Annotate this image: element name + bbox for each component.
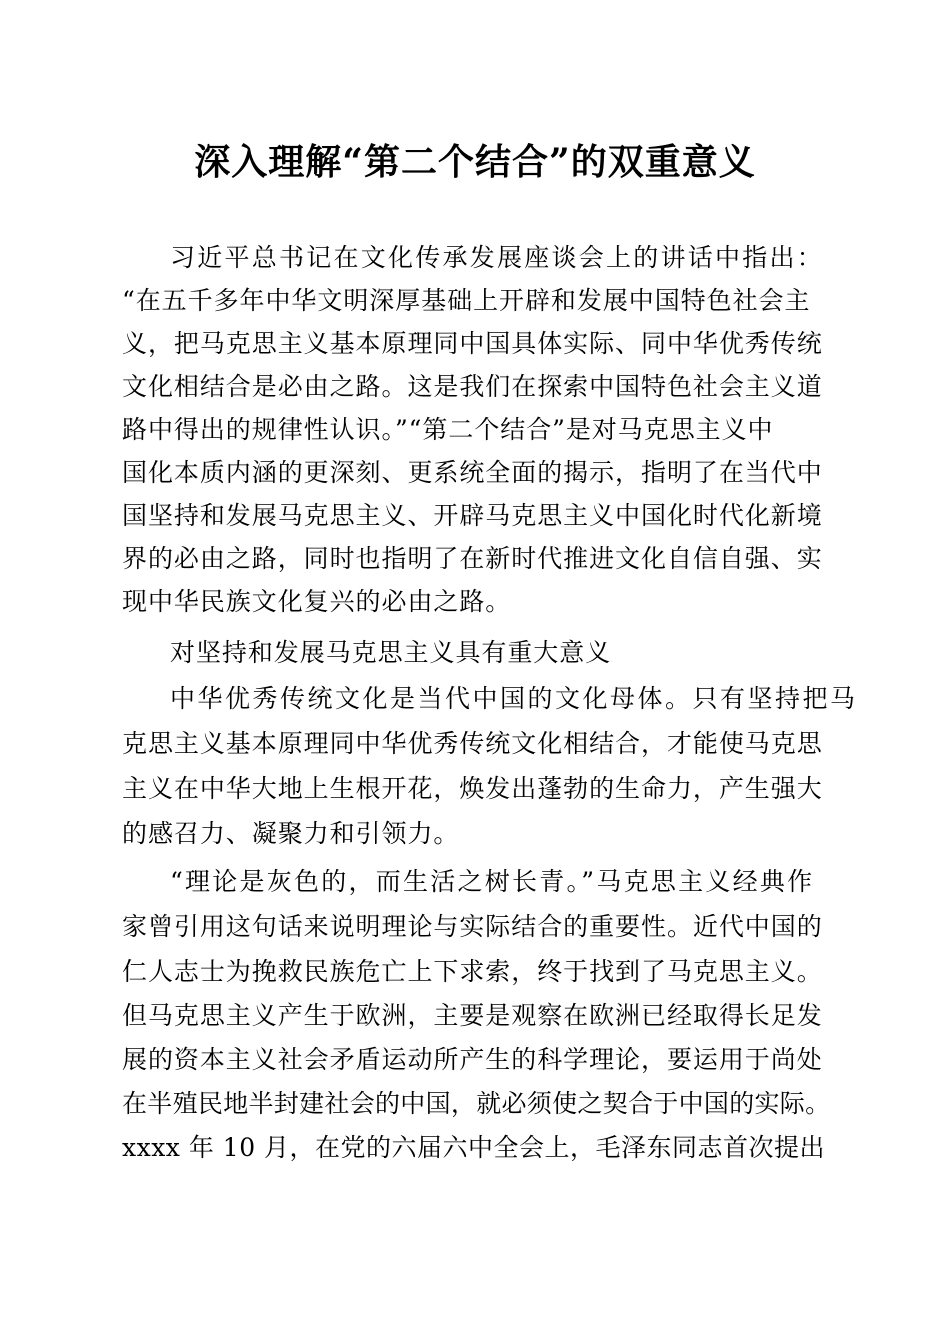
text-line: “在五千多年中华文明深厚基础上开辟和发展中国特色社会主 bbox=[122, 286, 811, 315]
text-line: 仁人志士为挽救民族危亡上下求索，终于找到了马克思主义。 bbox=[122, 957, 823, 986]
document-title: 深入理解“第二个结合”的双重意义 bbox=[194, 141, 756, 183]
text-line: 克思主义基本原理同中华优秀传统文化相结合，才能使马克思 bbox=[122, 729, 823, 758]
text-line: xxxx 年 10 月，在党的六届六中全会上，毛泽东同志首次提出 bbox=[122, 1133, 826, 1162]
text-line: 习近平总书记在文化传承发展座谈会上的讲话中指出： bbox=[170, 243, 825, 272]
text-line: 家曾引用这句话来说明理论与实际结合的重要性。近代中国的 bbox=[122, 912, 823, 941]
text-line: 展的资本主义社会矛盾运动所产生的科学理论，要运用于尚处 bbox=[122, 1045, 823, 1074]
text-line: “理论是灰色的，而生活之树长青。”马克思主义经典作 bbox=[170, 867, 815, 896]
text-line: 义，把马克思主义基本原理同中国具体实际、同中华优秀传统 bbox=[122, 329, 823, 358]
text-line: 在半殖民地半封建社会的中国，就必须使之契合于中国的实际。 bbox=[122, 1089, 831, 1118]
text-line: 但马克思主义产生于欧洲，主要是观察在欧洲已经取得长足发 bbox=[122, 1001, 823, 1030]
text-line: 文化相结合是必由之路。这是我们在探索中国特色社会主义道 bbox=[122, 372, 823, 401]
section-heading: 对坚持和发展马克思主义具有重大意义 bbox=[170, 638, 612, 667]
text-line: 国化本质内涵的更深刻、更系统全面的揭示，指明了在当代中 bbox=[122, 458, 823, 487]
text-line: 国坚持和发展马克思主义、开辟马克思主义中国化时代化新境 bbox=[122, 501, 823, 530]
text-line: 界的必由之路，同时也指明了在新时代推进文化自信自强、实 bbox=[122, 544, 823, 573]
text-line: 主义在中华大地上生根开花，焕发出蓬勃的生命力，产生强大 bbox=[122, 774, 823, 803]
text-line: 现中华民族文化复兴的必由之路。 bbox=[122, 587, 512, 616]
text-line: 路中得出的规律性认识。”“第二个结合”是对马克思主义中 bbox=[122, 415, 774, 444]
text-line: 的感召力、凝聚力和引领力。 bbox=[122, 819, 460, 848]
text-line: 中华优秀传统文化是当代中国的文化母体。只有坚持把马 bbox=[170, 684, 858, 713]
